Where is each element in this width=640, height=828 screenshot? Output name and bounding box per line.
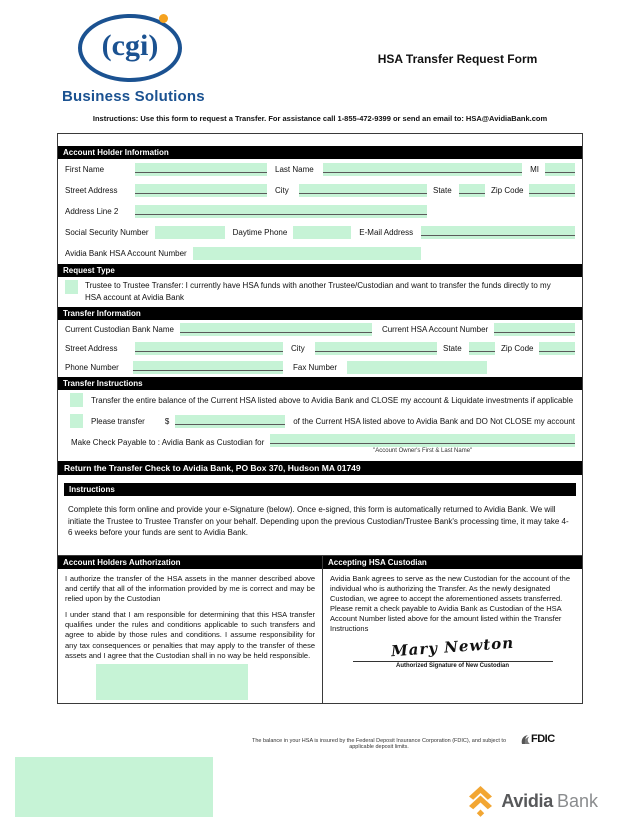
top-instructions-line: Instructions: Use this form to request a Transfer. For assistance call 1-855-472-9399 or send an email to: HSA@AvidiaBank.com xyxy=(92,114,548,123)
first-name-field[interactable] xyxy=(135,163,267,176)
hsa-account-number-label: Avidia Bank HSA Account Number xyxy=(65,249,187,258)
ti-street-address-label: Street Address xyxy=(65,344,118,353)
address-line2-field[interactable] xyxy=(135,205,427,218)
fax-number-label: Fax Number xyxy=(293,363,338,372)
account-holder-row-3 xyxy=(58,201,582,222)
account-holders-authorization-column xyxy=(58,556,323,703)
partial-transfer-option-row xyxy=(58,410,582,432)
trustee-transfer-option-text: Trustee to Trustee Transfer: I currently have HSA funds with another Trustee/Custodian and want to transfer the funds directly to my HSA account at Avidia Bank xyxy=(85,281,551,302)
ssn-field[interactable] xyxy=(155,226,225,239)
street-address-field[interactable] xyxy=(135,184,267,197)
authorization-paragraph-1: I authorize the transfer of the HSA assets in the manner described above and certify that all of the information provided by me is correct and may be relied upon by the Custodian xyxy=(65,573,315,604)
partial-transfer-prefix: Please transfer xyxy=(91,416,145,426)
page-title: HSA Transfer Request Form xyxy=(377,52,538,66)
instructions-body: Complete this form online and provide your e-Signature (below). Once e-signed, this form is automatically returned to Avidia Bank. We will initiate the Trustee to Trustee Transfer on your behalf. Depending upon the previous Custodian/Trustee Bank's processing time, it may take 4-6 weeks before your funds are sent to Avidia Bank. xyxy=(68,505,569,538)
fdic-eagle-icon xyxy=(521,734,530,745)
fdic-logo-text: FDIC xyxy=(531,733,555,745)
custodian-signature-block xyxy=(323,633,582,669)
mi-label: MI xyxy=(530,165,539,174)
authorization-body xyxy=(58,569,322,661)
ti-city-field[interactable] xyxy=(315,342,437,355)
partial-transfer-checkbox[interactable] xyxy=(70,414,83,428)
payable-caption: "Account Owner's First & Last Name" xyxy=(373,448,473,454)
email-label: E-Mail Address xyxy=(359,228,414,237)
ti-zip-code-field[interactable] xyxy=(539,342,575,355)
custodian-body: Avidia Bank agrees to serve as the new Custodian for the account of the individual who is authorizing the Transfer. As the newly designated Custodian, we agree to accept the aforementioned assets transferred. Please remit a check payable to Avidia Bank as Custodian of the HSA Account Number listed above for the amount listed within the Transfer Instructions xyxy=(330,573,571,634)
custodian-bank-name-field[interactable] xyxy=(180,323,372,336)
cgi-logo xyxy=(62,14,212,105)
authorization-paragraph-2: I under stand that I am responsible for determining that this HSA transfer qualifies under the rules and conditions applicable to such transfers and agree to abide by those rules and conditions. I assume responsibility for any tax consequences or penalties that may apply to the transfer of these assets and I agree that the Custodian shall in no way be held responsible. xyxy=(65,610,315,660)
fdic-notice: The balance in your HSA is insured by the Federal Deposit Insurance Corporation (FDIC), and subject to applicable deposit limits. xyxy=(251,738,507,750)
transfer-info-row-3 xyxy=(58,358,582,377)
zip-code-field[interactable] xyxy=(529,184,575,197)
daytime-phone-field[interactable] xyxy=(293,226,351,239)
cgi-orange-dot-icon xyxy=(159,14,168,23)
account-holder-row-5 xyxy=(58,243,582,264)
transfer-amount-field[interactable] xyxy=(175,415,285,428)
city-field[interactable] xyxy=(299,184,427,197)
account-holder-row-2 xyxy=(58,180,582,201)
footer-signature-field[interactable] xyxy=(15,757,213,817)
street-address-label: Street Address xyxy=(65,186,118,195)
accepting-hsa-custodian-column xyxy=(323,556,582,703)
avidia-bank-logo xyxy=(467,786,598,817)
signature-caption: Authorized Signature of New Custodian xyxy=(395,662,509,669)
section-header-custodian: Accepting HSA Custodian xyxy=(323,556,582,569)
payable-name-field[interactable] xyxy=(270,434,575,447)
ssn-label: Social Security Number xyxy=(65,228,149,237)
payable-label: Make Check Payable to : Avidia Bank as Custodian for xyxy=(71,438,265,447)
full-balance-option-row xyxy=(58,390,582,410)
first-name-label: First Name xyxy=(65,165,105,174)
avidia-chevrons-icon xyxy=(467,786,494,817)
state-field[interactable] xyxy=(459,184,485,197)
custodian-bank-name-label: Current Custodian Bank Name xyxy=(65,325,174,334)
avidia-bank-text: Bank xyxy=(556,791,598,811)
ti-city-label: City xyxy=(291,344,305,353)
account-holder-signature-field[interactable] xyxy=(96,664,248,700)
transfer-info-row-1 xyxy=(58,320,582,339)
full-balance-checkbox[interactable] xyxy=(70,393,83,407)
last-name-field[interactable] xyxy=(323,163,522,176)
section-header-authorization: Account Holders Authorization xyxy=(58,556,322,569)
form-box xyxy=(57,133,583,704)
mi-field[interactable] xyxy=(545,163,575,176)
cgi-logo-subtitle: Business Solutions xyxy=(62,88,205,105)
partial-transfer-suffix: of the Current HSA listed above to Avidia Bank and DO Not CLOSE my account xyxy=(293,416,575,426)
ti-state-label: State xyxy=(443,344,462,353)
trustee-transfer-checkbox[interactable] xyxy=(65,280,78,294)
dollar-sign-label: $ xyxy=(164,416,170,426)
payable-row xyxy=(58,432,582,456)
zip-code-label: Zip Code xyxy=(491,186,524,195)
section-header-transfer-instructions: Transfer Instructions xyxy=(58,377,582,390)
payable-wrap xyxy=(270,434,575,454)
account-holder-row-1 xyxy=(58,159,582,180)
hsa-account-number-field[interactable] xyxy=(193,247,421,260)
state-label: State xyxy=(433,186,452,195)
phone-number-label: Phone Number xyxy=(65,363,119,372)
avidia-name-text: Avidia xyxy=(501,791,553,811)
last-name-label: Last Name xyxy=(275,165,314,174)
fdic-logo xyxy=(521,733,555,745)
transfer-info-row-2 xyxy=(58,339,582,358)
current-hsa-account-number-field[interactable] xyxy=(494,323,575,336)
address-line2-label: Address Line 2 xyxy=(65,207,119,216)
account-holder-row-4 xyxy=(58,222,582,243)
section-header-account-holder: Account Holder Information xyxy=(58,146,582,159)
return-check-bar: Return the Transfer Check to Avidia Bank, PO Box 370, Hudson MA 01749 xyxy=(58,461,582,475)
fax-number-field[interactable] xyxy=(347,361,487,374)
section-header-instructions: Instructions xyxy=(64,483,576,496)
city-label: City xyxy=(275,186,289,195)
email-field[interactable] xyxy=(421,226,575,239)
ti-street-address-field[interactable] xyxy=(135,342,283,355)
section-header-request-type: Request Type xyxy=(58,264,582,277)
ti-zip-code-label: Zip Code xyxy=(501,344,534,353)
full-balance-option-text: Transfer the entire balance of the Current HSA listed above to Avidia Bank and CLOSE my account & Liquidate investments if applicable xyxy=(91,395,574,405)
section-header-transfer-information: Transfer Information xyxy=(58,307,582,320)
request-type-option-row xyxy=(58,277,582,307)
authorization-columns xyxy=(58,555,582,703)
custodian-signature: Mary Newton xyxy=(390,633,515,660)
cgi-ellipse-icon xyxy=(78,14,182,82)
ti-state-field[interactable] xyxy=(469,342,495,355)
phone-number-field[interactable] xyxy=(133,361,283,374)
daytime-phone-label: Daytime Phone xyxy=(232,228,288,237)
signature-line xyxy=(353,661,553,662)
instructions-box xyxy=(64,483,576,539)
cgi-logo-text: (cgi) xyxy=(101,29,159,62)
current-hsa-account-number-label: Current HSA Account Number xyxy=(381,325,489,334)
